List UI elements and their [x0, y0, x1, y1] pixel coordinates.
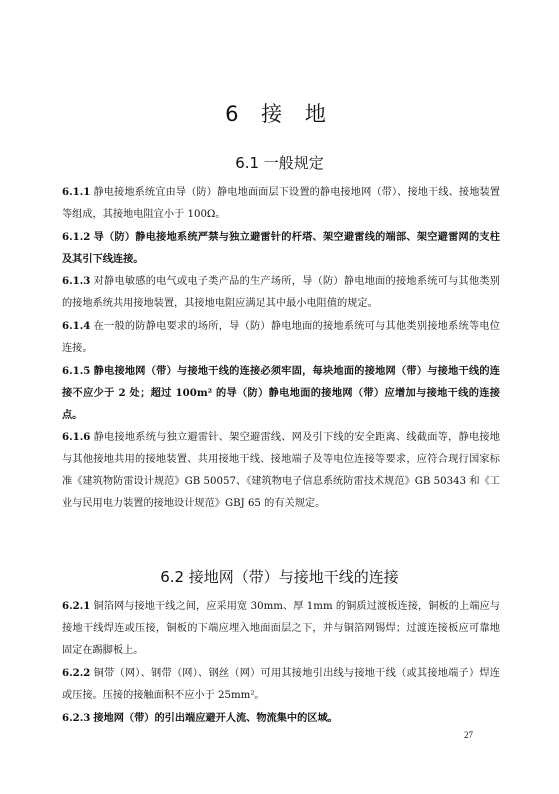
- clause-text: 铜带（网）、钢带（网）、钢丝（网）可用其接地引出线与接地干线（或其接地端子）焊连或压接。压接的接触面积不应小于 25mm²。: [62, 668, 500, 701]
- section-body: [62, 181, 500, 515]
- clause-text: 静电接地网（带）与接地干线的连接必须牢固，每块地面的接地网（带）与接地干线的连接不应少于 2 处；超过 100m² 的导（防）静电地面的接地网（带）应增加与接地干线的连接点。: [62, 365, 500, 421]
- clause: [62, 270, 500, 315]
- clause-number: 6.1.1: [62, 186, 91, 198]
- clause-text: 接地网（带）的引出端应避开人流、物流集中的区域。: [93, 712, 338, 724]
- clause-text: 导（防）静电接地系统严禁与独立避雷针的杆塔、架空避雷线的端部、架空避雷网的支柱及其引下线连接。: [62, 231, 500, 265]
- clause-text: 静电接地系统宜由导（防）静电地面面层下设置的静电接地网（带）、接地干线、接地装置等组成，其接地电阻宜小于 100Ω。: [62, 187, 500, 220]
- section-title: 6.1 一般规定: [235, 154, 324, 172]
- clause: [62, 181, 500, 226]
- clause-number: 6.1.3: [62, 275, 91, 287]
- clause-number: 6.2.2: [62, 667, 91, 679]
- chapter-title: 6 接 地: [225, 102, 334, 126]
- clause: [62, 360, 500, 426]
- clause-number: 6.1.2: [62, 231, 91, 243]
- clause-text: 在一般的防静电要求的场所，导（防）静电地面的接地系统可与其他类别接地系统等电位连接。: [62, 321, 500, 354]
- clause-number: 6.1.6: [62, 431, 91, 443]
- section-body: [62, 595, 500, 729]
- clause: [62, 226, 500, 270]
- clause: [62, 315, 500, 360]
- clause-number: 6.1.4: [62, 320, 91, 332]
- clause: [62, 662, 500, 707]
- clause-number: 6.2.3: [62, 712, 91, 724]
- section-title: 6.2 接地网（带）与接地干线的连接: [160, 568, 399, 586]
- clause: [62, 595, 500, 662]
- page-number: 27: [464, 730, 473, 740]
- clause: [62, 426, 500, 515]
- clause-text: 静电接地系统与独立避雷针、架空避雷线、网及引下线的安全距离、线截面等，静电接地与其他接地共用的接地装置、共用接地干线、接地端子及等电位连接等要求，应符合现行国家标准《建筑物防雷设计规范》GB 50057、《建筑物电子信息系统防雷技术规范》GB 50343 和《工业与民用电力装置的接地设计规范》GBJ 65 的有关规定。: [62, 432, 500, 509]
- clause-text: 铜箔网与接地干线之间，应采用宽 30mm、厚 1mm 的铜质过渡板连接，铜板的上端应与接地干线焊连或压接，铜板的下端应埋入地面面层之下，并与铜箔网锡焊；过渡连接板应可靠地固定在踢脚板上。: [62, 601, 500, 656]
- clause-number: 6.1.5: [62, 365, 91, 377]
- clause: [62, 707, 500, 729]
- clause-text: 对静电敏感的电气或电子类产品的生产场所，导（防）静电地面的接地系统可与其他类别的接地系统共用接地装置，其接地电阻应满足其中最小电阻值的规定。: [62, 276, 500, 309]
- clause-number: 6.2.1: [62, 600, 91, 612]
